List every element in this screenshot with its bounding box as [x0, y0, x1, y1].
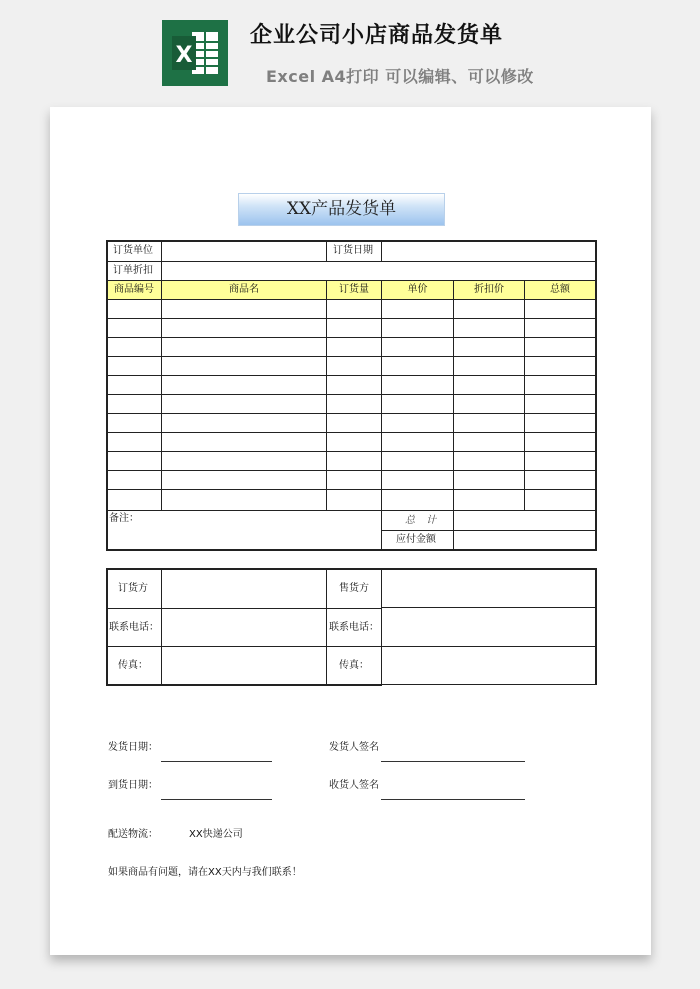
grid-line	[381, 568, 382, 686]
page-title: 企业公司小店商品发货单	[250, 23, 504, 48]
logistics-label: 配送物流：	[108, 829, 158, 840]
grid-line	[106, 375, 596, 376]
seller-fax-label: 传真：	[339, 660, 369, 671]
buyer-phone-label: 联系电话：	[109, 622, 159, 633]
arrive-date-label: 到货日期：	[108, 780, 158, 791]
grid-line	[106, 568, 108, 686]
ship-date-label: 发货日期：	[108, 742, 158, 753]
ship-date-line[interactable]	[161, 761, 272, 762]
grid-line	[326, 280, 327, 510]
payable-label: 应付金额	[396, 534, 436, 545]
order-date-label: 订货日期	[333, 245, 373, 256]
column-header: 总额	[550, 284, 570, 295]
grid-line	[595, 240, 597, 551]
buyer-label: 订货方	[118, 583, 148, 594]
order-discount-label: 订单折扣	[113, 265, 153, 276]
grid-line	[595, 568, 597, 685]
excel-icon	[162, 20, 228, 86]
grid-line	[524, 280, 525, 510]
grid-line	[106, 394, 596, 395]
page-subtitle: Excel A4打印 可以编辑、可以修改	[266, 67, 534, 86]
arrive-date-line[interactable]	[161, 799, 272, 800]
column-header: 商品名	[229, 284, 259, 295]
seller-field[interactable]	[383, 571, 595, 607]
buyer-field[interactable]	[162, 571, 326, 607]
order-unit-value[interactable]	[162, 242, 326, 260]
grid-line	[106, 356, 596, 357]
seller-phone-field[interactable]	[383, 608, 595, 645]
buyer-fax-field[interactable]	[162, 647, 326, 683]
remark-field[interactable]	[108, 512, 381, 549]
grid-line	[382, 684, 596, 685]
order-discount-value[interactable]	[162, 262, 595, 280]
shipper-sign-line[interactable]	[381, 761, 525, 762]
total-label: 总 计	[405, 515, 441, 526]
receiver-sign-line[interactable]	[381, 799, 525, 800]
grid-line	[106, 299, 596, 300]
grid-line	[106, 432, 596, 433]
column-header: 订货量	[339, 284, 369, 295]
grid-line	[106, 470, 596, 471]
seller-label: 售货方	[339, 583, 369, 594]
excel-icon-letter: X	[175, 43, 193, 68]
document-title: XX产品发货单	[238, 193, 445, 226]
grid-line	[106, 451, 596, 452]
grid-line	[106, 280, 596, 281]
shipper-sign-label: 发货人签名	[329, 742, 379, 753]
grid-line	[106, 549, 596, 551]
grid-line	[326, 568, 327, 686]
grid-line	[106, 489, 596, 490]
logistics-value: XX快递公司	[189, 829, 243, 840]
contact-note: 如果商品有问题，请在XX天内与我们联系！	[108, 867, 302, 878]
seller-phone-label: 联系电话：	[329, 622, 379, 633]
seller-fax-field[interactable]	[383, 647, 595, 683]
payable-value[interactable]	[454, 531, 595, 549]
order-unit-label: 订货单位	[113, 245, 153, 256]
column-header: 折扣价	[474, 284, 504, 295]
column-header: 单价	[407, 284, 428, 295]
grid-line	[106, 684, 382, 686]
grid-line	[161, 280, 162, 510]
total-value[interactable]	[454, 511, 595, 530]
grid-line	[106, 337, 596, 338]
receiver-sign-label: 收货人签名	[329, 780, 379, 791]
grid-line	[326, 240, 327, 261]
grid-line	[106, 318, 596, 319]
buyer-phone-field[interactable]	[162, 609, 326, 645]
grid-line	[106, 413, 596, 414]
column-header: 商品编号	[114, 284, 154, 295]
order-date-value[interactable]	[382, 242, 595, 260]
grid-line	[381, 280, 382, 551]
buyer-fax-label: 传真：	[118, 660, 148, 671]
grid-line	[106, 568, 596, 570]
remark-label: 备注：	[109, 513, 139, 524]
